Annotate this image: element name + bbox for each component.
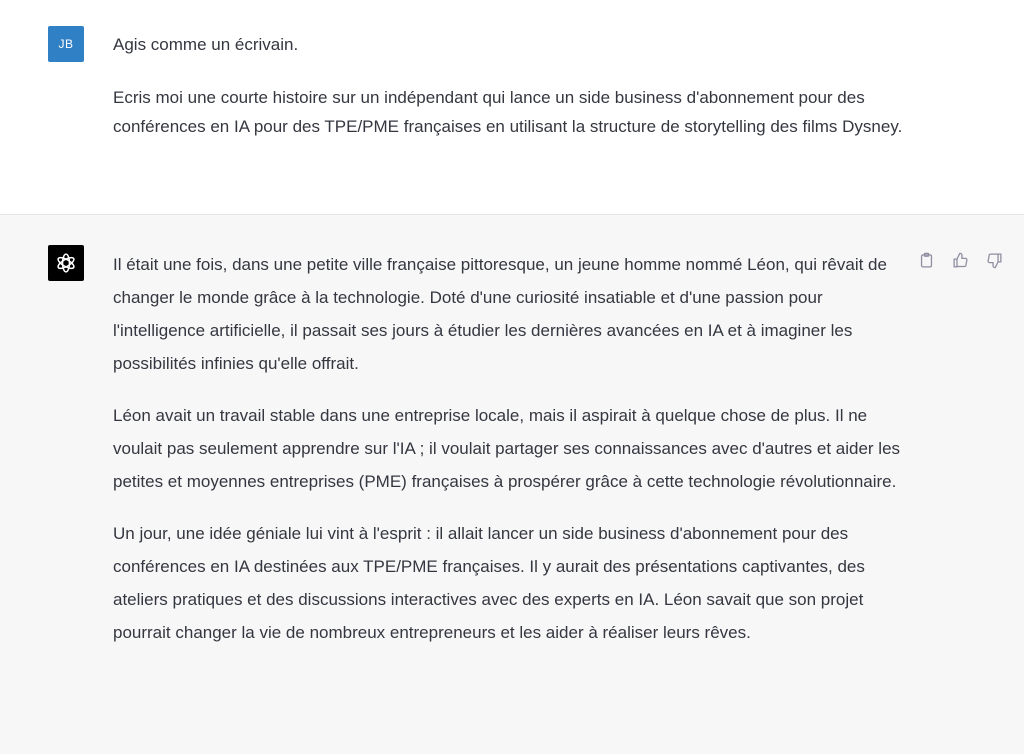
user-message-text <box>113 30 903 141</box>
clipboard-icon <box>918 252 935 269</box>
openai-logo-icon <box>53 250 79 276</box>
user-initials: JB <box>58 37 74 51</box>
thumbs-up-button[interactable] <box>949 249 971 271</box>
thumbs-down-icon <box>986 252 1003 269</box>
copy-button[interactable] <box>915 249 937 271</box>
assistant-avatar <box>48 245 84 281</box>
assistant-message <box>0 214 1024 754</box>
user-avatar <box>48 26 84 62</box>
thumbs-down-button[interactable] <box>983 249 1005 271</box>
assistant-paragraph: Léon avait un travail stable dans une entreprise locale, mais il aspirait à quelque chose de plus. Il ne voulait pas seulement apprendre sur l'IA ; il voulait partager ses connaissances avec d'autres et aider les petites et moyennes entreprises (PME) françaises à prospérer grâce à cette technologie révolutionnaire. <box>113 406 901 491</box>
assistant-message-text <box>113 248 913 649</box>
message-actions <box>915 249 1005 271</box>
user-message <box>0 0 1024 214</box>
user-paragraph: Agis comme un écrivain. <box>113 35 299 54</box>
assistant-paragraph: Il était une fois, dans une petite ville française pittoresque, un jeune homme nommé Léon, qui rêvait de changer le monde grâce à la technologie. Doté d'une curiosité insatiable et d'une passion pour l'intelligence artificielle, il passait ses jours à étudier les dernières avancées en IA et à imaginer les possibilités infinies qu'elle offrait. <box>113 255 887 373</box>
assistant-paragraph: Un jour, une idée géniale lui vint à l'esprit : il allait lancer un side business d'abonnement pour des conférences en IA destinées aux TPE/PME françaises. Il y aurait des présentations captivantes, des ateliers pratiques et des discussions interactives avec des experts en IA. Léon savait que son projet pourrait changer la vie de nombreux entrepreneurs et les aider à réaliser leurs rêves. <box>113 524 865 642</box>
user-paragraph: Ecris moi une courte histoire sur un indépendant qui lance un side business d'abonnement pour des conférences en IA pour des TPE/PME françaises en utilisant la structure de storytelling des films Dysney. <box>113 88 903 136</box>
thumbs-up-icon <box>952 252 969 269</box>
